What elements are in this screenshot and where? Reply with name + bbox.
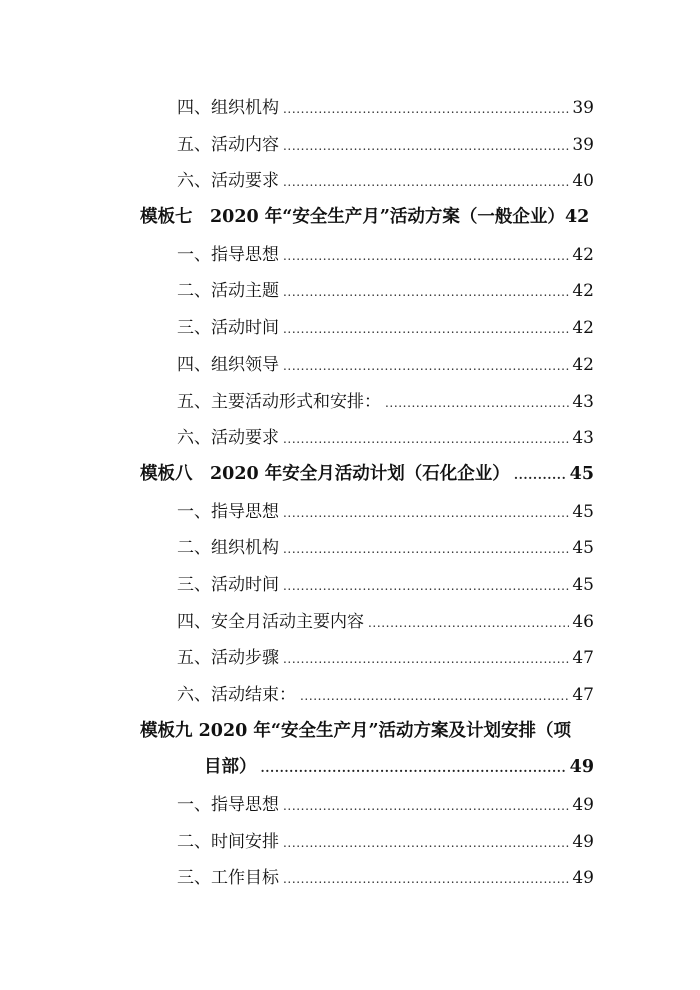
dot-leader xyxy=(385,396,569,410)
toc-entry-label: 二、时间安排 xyxy=(177,831,279,852)
toc-entry[interactable] xyxy=(0,818,700,855)
toc-page-number: 45 xyxy=(569,463,594,484)
toc-page-number: 42 xyxy=(572,281,594,302)
toc-entry[interactable] xyxy=(0,84,700,121)
dot-leader xyxy=(283,542,569,556)
toc-page-number: 45 xyxy=(572,574,594,595)
dot-leader xyxy=(283,799,569,813)
toc-entry[interactable] xyxy=(0,671,700,708)
dot-leader xyxy=(283,285,569,299)
dot-leader xyxy=(283,175,569,189)
toc-entry-label: 四、组织机构 xyxy=(177,98,279,118)
toc-entry[interactable] xyxy=(0,121,700,158)
dot-leader xyxy=(283,432,569,446)
toc-entry[interactable] xyxy=(0,378,700,415)
toc-page-number: 45 xyxy=(572,501,594,522)
toc-page-number: 49 xyxy=(572,795,594,816)
toc-page-number: 47 xyxy=(572,685,594,705)
toc-entry-label: 三、工作目标 xyxy=(177,868,279,889)
toc-page-number: 45 xyxy=(572,538,594,559)
toc-section-heading[interactable] xyxy=(0,451,700,488)
toc-page-number: 49 xyxy=(572,868,594,889)
toc-page-number: 39 xyxy=(572,98,594,118)
dot-leader xyxy=(283,872,569,886)
toc-section-heading[interactable] xyxy=(0,194,700,231)
toc-entry-label: 二、活动主题 xyxy=(177,281,279,302)
dot-leader xyxy=(514,468,567,482)
toc-entry-label: 六、活动要求 xyxy=(177,428,279,449)
toc-entry[interactable] xyxy=(0,414,700,451)
toc-entry-label: 三、活动时间 xyxy=(177,318,279,339)
dot-leader xyxy=(283,139,569,153)
toc-page-number: 47 xyxy=(572,648,594,669)
toc-entry-label: 一、指导思想 xyxy=(177,501,279,522)
toc-entry[interactable] xyxy=(0,304,700,341)
toc-section-label: 模板八 2020 年安全月活动计划（石化企业） xyxy=(140,463,510,484)
toc-entry-label: 一、指导思想 xyxy=(177,795,279,816)
dot-leader xyxy=(283,836,569,850)
toc-entry[interactable] xyxy=(0,231,700,268)
dot-leader xyxy=(300,689,569,703)
table-of-contents xyxy=(0,84,700,891)
toc-page-number: 43 xyxy=(572,428,594,449)
dot-leader xyxy=(283,579,569,593)
toc-entry-label: 五、活动内容 xyxy=(177,134,279,155)
toc-page-number: 40 xyxy=(572,171,594,192)
dot-leader xyxy=(283,322,569,336)
toc-entry-label: 四、安全月活动主要内容 xyxy=(177,611,364,632)
toc-entry[interactable] xyxy=(0,781,700,818)
toc-entry[interactable] xyxy=(0,488,700,525)
dot-leader xyxy=(283,506,569,520)
dot-leader xyxy=(283,102,569,116)
toc-entry-label: 五、主要活动形式和安排： xyxy=(177,391,381,412)
toc-entry-label: 一、指导思想 xyxy=(177,244,279,265)
toc-page-number: 42 xyxy=(572,354,594,375)
toc-entry-label: 二、组织机构 xyxy=(177,538,279,559)
toc-entry[interactable] xyxy=(0,634,700,671)
toc-section-heading[interactable] xyxy=(0,708,700,745)
toc-entry[interactable] xyxy=(0,561,700,598)
dot-leader xyxy=(261,761,567,775)
toc-entry[interactable] xyxy=(0,157,700,194)
toc-entry-label: 六、活动要求 xyxy=(177,171,279,192)
toc-page-number: 49 xyxy=(572,831,594,852)
toc-section-label: 模板九 2020 年“安全生产月”活动方案及计划安排（项 xyxy=(140,720,572,741)
toc-entry[interactable] xyxy=(0,524,700,561)
dot-leader xyxy=(283,359,569,373)
toc-entry-label: 五、活动步骤 xyxy=(177,648,279,669)
dot-leader xyxy=(283,249,569,263)
toc-page-number: 39 xyxy=(572,134,594,155)
toc-entry[interactable] xyxy=(0,598,700,635)
toc-page-number: 43 xyxy=(572,391,594,412)
toc-entry-label: 六、活动结束： xyxy=(177,685,296,705)
toc-page-number: 42 xyxy=(572,318,594,339)
toc-entry[interactable] xyxy=(0,854,700,891)
toc-section-label: 目部） xyxy=(204,757,257,778)
toc-page-number: 49 xyxy=(569,757,594,778)
toc-entry-label: 四、组织领导 xyxy=(177,354,279,375)
toc-entry-label: 三、活动时间 xyxy=(177,574,279,595)
toc-entry[interactable] xyxy=(0,341,700,378)
toc-section-label: 模板七 2020 年“安全生产月”活动方案（一般企业） xyxy=(140,207,565,228)
toc-page-number: 42 xyxy=(564,207,590,228)
dot-leader xyxy=(368,616,569,630)
dot-leader xyxy=(283,652,569,666)
toc-page-number: 42 xyxy=(572,244,594,265)
toc-section-heading-continued[interactable] xyxy=(0,744,700,781)
toc-entry[interactable] xyxy=(0,267,700,304)
toc-page-number: 46 xyxy=(572,611,594,632)
